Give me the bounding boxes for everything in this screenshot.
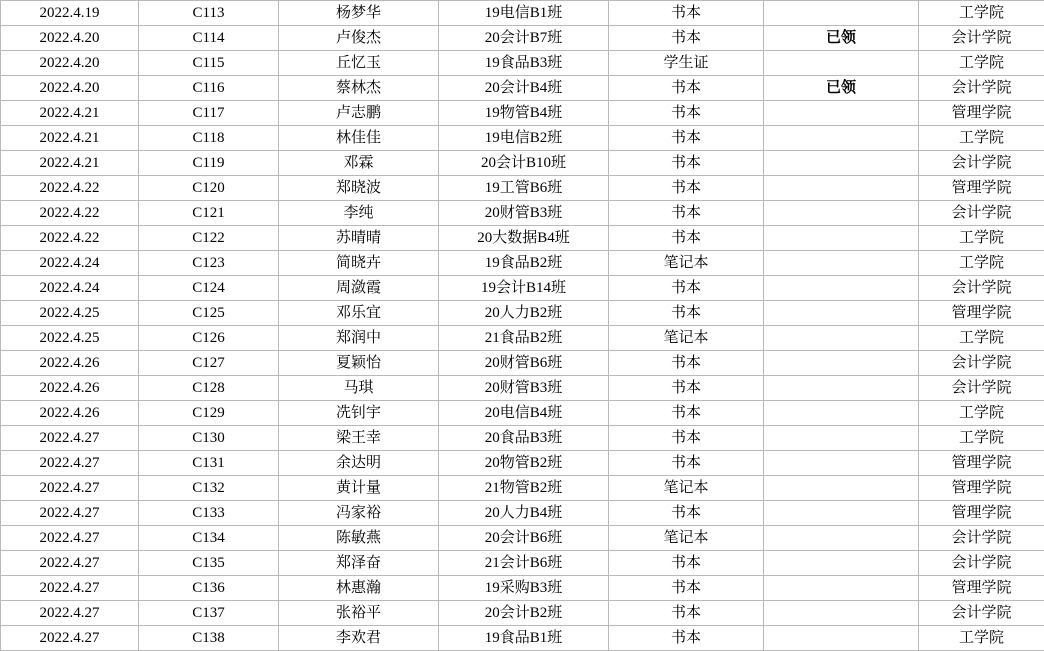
- cell-item: 书本: [609, 1, 764, 26]
- cell-college: 会计学院: [919, 601, 1044, 626]
- cell-status: [764, 301, 919, 326]
- cell-status: [764, 376, 919, 401]
- cell-item: 书本: [609, 626, 764, 651]
- cell-college: 会计学院: [919, 351, 1044, 376]
- cell-class: 20大数据B4班: [439, 226, 609, 251]
- table-row: [1, 401, 1044, 426]
- cell-code: C117: [139, 101, 279, 126]
- cell-date: 2022.4.27: [1, 601, 139, 626]
- cell-date: 2022.4.21: [1, 126, 139, 151]
- cell-code: C136: [139, 576, 279, 601]
- cell-date: 2022.4.22: [1, 176, 139, 201]
- cell-status: [764, 401, 919, 426]
- cell-class: 20会计B6班: [439, 526, 609, 551]
- cell-code: C114: [139, 26, 279, 51]
- cell-college: 工学院: [919, 126, 1044, 151]
- cell-college: 工学院: [919, 1, 1044, 26]
- cell-item: 笔记本: [609, 476, 764, 501]
- cell-date: 2022.4.24: [1, 251, 139, 276]
- cell-status: [764, 251, 919, 276]
- cell-item: 书本: [609, 26, 764, 51]
- table-row: [1, 176, 1044, 201]
- table-row: [1, 601, 1044, 626]
- cell-code: C131: [139, 451, 279, 476]
- cell-class: 19电信B2班: [439, 126, 609, 151]
- cell-class: 20人力B2班: [439, 301, 609, 326]
- cell-class: 20会计B2班: [439, 601, 609, 626]
- cell-college: 管理学院: [919, 476, 1044, 501]
- table-row: [1, 451, 1044, 476]
- cell-item: 笔记本: [609, 251, 764, 276]
- cell-name: 杨梦华: [279, 1, 439, 26]
- cell-item: 书本: [609, 276, 764, 301]
- cell-date: 2022.4.27: [1, 626, 139, 651]
- cell-status: 已领: [764, 76, 919, 101]
- cell-class: 19食品B1班: [439, 626, 609, 651]
- table-row: [1, 301, 1044, 326]
- cell-name: 梁王幸: [279, 426, 439, 451]
- cell-status: [764, 226, 919, 251]
- cell-status: [764, 151, 919, 176]
- cell-class: 19采购B3班: [439, 576, 609, 601]
- cell-class: 19工管B6班: [439, 176, 609, 201]
- table-row: [1, 201, 1044, 226]
- cell-college: 工学院: [919, 426, 1044, 451]
- table-row: [1, 351, 1044, 376]
- cell-name: 邓乐宜: [279, 301, 439, 326]
- table-row: [1, 501, 1044, 526]
- cell-status: [764, 101, 919, 126]
- table-row: [1, 576, 1044, 601]
- cell-status: [764, 201, 919, 226]
- cell-item: 书本: [609, 351, 764, 376]
- cell-date: 2022.4.27: [1, 551, 139, 576]
- cell-status: [764, 176, 919, 201]
- cell-college: 会计学院: [919, 151, 1044, 176]
- table-row: [1, 426, 1044, 451]
- cell-code: C122: [139, 226, 279, 251]
- cell-class: 19物管B4班: [439, 101, 609, 126]
- cell-item: 书本: [609, 376, 764, 401]
- cell-date: 2022.4.19: [1, 1, 139, 26]
- cell-code: C127: [139, 351, 279, 376]
- cell-college: 会计学院: [919, 276, 1044, 301]
- cell-date: 2022.4.26: [1, 376, 139, 401]
- cell-item: 书本: [609, 126, 764, 151]
- cell-college: 管理学院: [919, 176, 1044, 201]
- cell-code: C118: [139, 126, 279, 151]
- cell-class: 20财管B6班: [439, 351, 609, 376]
- cell-item: 书本: [609, 176, 764, 201]
- cell-status: [764, 601, 919, 626]
- cell-date: 2022.4.24: [1, 276, 139, 301]
- cell-date: 2022.4.20: [1, 76, 139, 101]
- cell-date: 2022.4.27: [1, 501, 139, 526]
- cell-code: C126: [139, 326, 279, 351]
- cell-name: 周潋霞: [279, 276, 439, 301]
- cell-date: 2022.4.27: [1, 476, 139, 501]
- cell-date: 2022.4.22: [1, 201, 139, 226]
- cell-date: 2022.4.27: [1, 426, 139, 451]
- cell-code: C113: [139, 1, 279, 26]
- cell-name: 李纯: [279, 201, 439, 226]
- cell-status: [764, 476, 919, 501]
- cell-code: C120: [139, 176, 279, 201]
- cell-name: 郑晓波: [279, 176, 439, 201]
- cell-status: [764, 526, 919, 551]
- cell-code: C119: [139, 151, 279, 176]
- cell-college: 会计学院: [919, 76, 1044, 101]
- cell-class: 19食品B3班: [439, 51, 609, 76]
- cell-name: 冯家裕: [279, 501, 439, 526]
- cell-college: 会计学院: [919, 526, 1044, 551]
- cell-code: C138: [139, 626, 279, 651]
- cell-class: 21物管B2班: [439, 476, 609, 501]
- cell-college: 工学院: [919, 401, 1044, 426]
- cell-item: 笔记本: [609, 326, 764, 351]
- cell-name: 蔡林杰: [279, 76, 439, 101]
- cell-class: 19电信B1班: [439, 1, 609, 26]
- cell-date: 2022.4.22: [1, 226, 139, 251]
- table-row: [1, 551, 1044, 576]
- cell-class: 20财管B3班: [439, 201, 609, 226]
- cell-name: 邓霖: [279, 151, 439, 176]
- cell-class: 19会计B14班: [439, 276, 609, 301]
- cell-code: C133: [139, 501, 279, 526]
- cell-college: 工学院: [919, 51, 1044, 76]
- cell-college: 会计学院: [919, 26, 1044, 51]
- cell-code: C115: [139, 51, 279, 76]
- table-row: [1, 76, 1044, 101]
- cell-status: [764, 426, 919, 451]
- cell-status: [764, 576, 919, 601]
- cell-class: 21食品B2班: [439, 326, 609, 351]
- table-row: [1, 126, 1044, 151]
- cell-name: 黄计量: [279, 476, 439, 501]
- cell-item: 书本: [609, 401, 764, 426]
- cell-item: 书本: [609, 576, 764, 601]
- cell-college: 管理学院: [919, 301, 1044, 326]
- cell-item: 书本: [609, 601, 764, 626]
- cell-code: C121: [139, 201, 279, 226]
- table-row: [1, 26, 1044, 51]
- cell-item: 书本: [609, 451, 764, 476]
- cell-code: C128: [139, 376, 279, 401]
- cell-name: 卢志鹏: [279, 101, 439, 126]
- cell-date: 2022.4.21: [1, 101, 139, 126]
- cell-item: 笔记本: [609, 526, 764, 551]
- cell-code: C130: [139, 426, 279, 451]
- cell-class: 20物管B2班: [439, 451, 609, 476]
- cell-status: [764, 626, 919, 651]
- cell-item: 书本: [609, 76, 764, 101]
- cell-college: 管理学院: [919, 451, 1044, 476]
- cell-name: 郑润中: [279, 326, 439, 351]
- cell-college: 会计学院: [919, 201, 1044, 226]
- cell-item: 学生证: [609, 51, 764, 76]
- cell-status: [764, 51, 919, 76]
- cell-status: [764, 501, 919, 526]
- cell-date: 2022.4.20: [1, 51, 139, 76]
- cell-name: 马琪: [279, 376, 439, 401]
- cell-code: C137: [139, 601, 279, 626]
- cell-date: 2022.4.21: [1, 151, 139, 176]
- table-row: [1, 626, 1044, 651]
- cell-class: 20人力B4班: [439, 501, 609, 526]
- cell-class: 20会计B10班: [439, 151, 609, 176]
- cell-code: C132: [139, 476, 279, 501]
- cell-status: [764, 276, 919, 301]
- table-row: [1, 276, 1044, 301]
- cell-college: 管理学院: [919, 101, 1044, 126]
- cell-item: 书本: [609, 201, 764, 226]
- cell-item: 书本: [609, 151, 764, 176]
- cell-college: 工学院: [919, 251, 1044, 276]
- table-row: [1, 251, 1044, 276]
- cell-date: 2022.4.27: [1, 576, 139, 601]
- cell-status: [764, 126, 919, 151]
- cell-code: C123: [139, 251, 279, 276]
- cell-status: [764, 326, 919, 351]
- cell-name: 郑泽奋: [279, 551, 439, 576]
- cell-date: 2022.4.27: [1, 451, 139, 476]
- cell-item: 书本: [609, 426, 764, 451]
- table-row: [1, 151, 1044, 176]
- cell-date: 2022.4.26: [1, 351, 139, 376]
- cell-date: 2022.4.26: [1, 401, 139, 426]
- cell-name: 丘忆玉: [279, 51, 439, 76]
- cell-college: 管理学院: [919, 576, 1044, 601]
- cell-college: 工学院: [919, 326, 1044, 351]
- cell-name: 苏晴晴: [279, 226, 439, 251]
- cell-code: C134: [139, 526, 279, 551]
- cell-college: 管理学院: [919, 501, 1044, 526]
- table-row: [1, 476, 1044, 501]
- table-row: [1, 376, 1044, 401]
- cell-name: 陈敏燕: [279, 526, 439, 551]
- cell-class: 20食品B3班: [439, 426, 609, 451]
- cell-name: 卢俊杰: [279, 26, 439, 51]
- cell-college: 会计学院: [919, 376, 1044, 401]
- cell-code: C124: [139, 276, 279, 301]
- table-row: [1, 101, 1044, 126]
- cell-status: 已领: [764, 26, 919, 51]
- cell-class: 19食品B2班: [439, 251, 609, 276]
- cell-name: 冼钊宇: [279, 401, 439, 426]
- cell-name: 林佳佳: [279, 126, 439, 151]
- table-row: [1, 526, 1044, 551]
- table-row: [1, 326, 1044, 351]
- cell-code: C135: [139, 551, 279, 576]
- cell-status: [764, 551, 919, 576]
- cell-name: 李欢君: [279, 626, 439, 651]
- cell-class: 20会计B7班: [439, 26, 609, 51]
- table-row: [1, 226, 1044, 251]
- cell-college: 工学院: [919, 626, 1044, 651]
- cell-item: 书本: [609, 501, 764, 526]
- cell-item: 书本: [609, 301, 764, 326]
- cell-class: 20财管B3班: [439, 376, 609, 401]
- table-body: [1, 1, 1044, 651]
- cell-item: 书本: [609, 226, 764, 251]
- table-row: [1, 51, 1044, 76]
- cell-college: 工学院: [919, 226, 1044, 251]
- table-row: [1, 1, 1044, 26]
- cell-name: 林惠瀚: [279, 576, 439, 601]
- cell-college: 会计学院: [919, 551, 1044, 576]
- cell-status: [764, 451, 919, 476]
- cell-code: C116: [139, 76, 279, 101]
- cell-name: 简晓卉: [279, 251, 439, 276]
- cell-date: 2022.4.25: [1, 301, 139, 326]
- cell-item: 书本: [609, 101, 764, 126]
- cell-code: C125: [139, 301, 279, 326]
- cell-code: C129: [139, 401, 279, 426]
- cell-status: [764, 1, 919, 26]
- cell-item: 书本: [609, 551, 764, 576]
- cell-status: [764, 351, 919, 376]
- cell-name: 张裕平: [279, 601, 439, 626]
- cell-date: 2022.4.20: [1, 26, 139, 51]
- cell-class: 21会计B6班: [439, 551, 609, 576]
- cell-date: 2022.4.25: [1, 326, 139, 351]
- cell-date: 2022.4.27: [1, 526, 139, 551]
- cell-class: 20电信B4班: [439, 401, 609, 426]
- cell-name: 夏颖怡: [279, 351, 439, 376]
- cell-name: 余达明: [279, 451, 439, 476]
- cell-class: 20会计B4班: [439, 76, 609, 101]
